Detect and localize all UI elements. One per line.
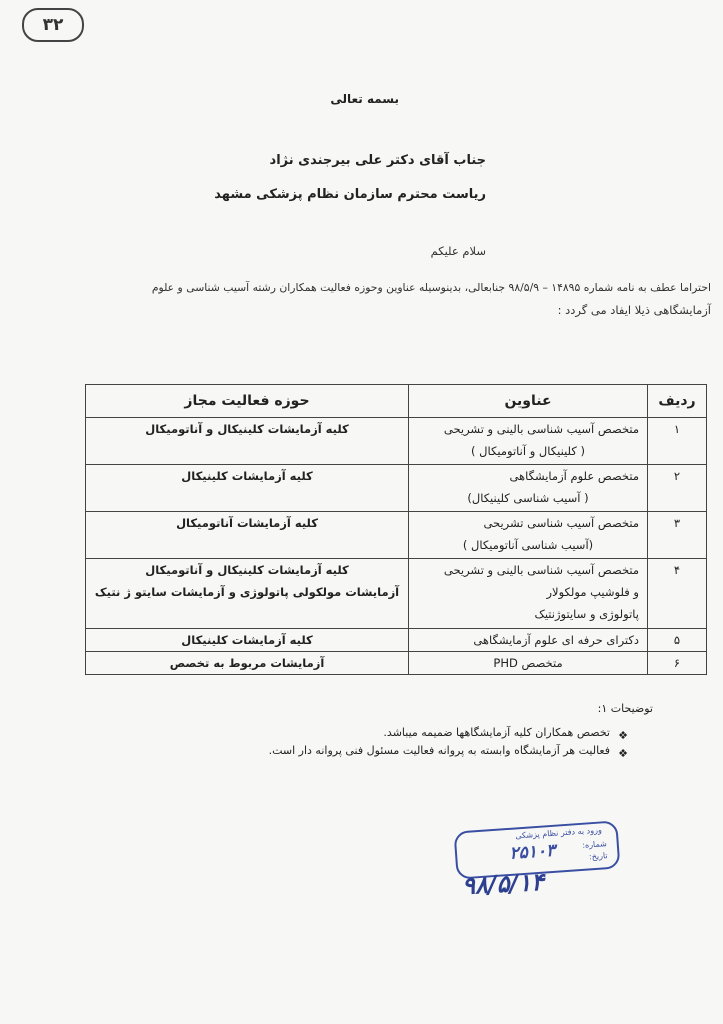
activity-table (85, 384, 707, 675)
recipient-title: ریاست محترم سازمان نظام پزشکی مشهد (214, 187, 486, 202)
activity-line: کلیه آزمایشات کلینیکال و آناتومیکال (145, 563, 349, 577)
diamond-bullet-icon: ❖ (618, 729, 628, 742)
row-title (409, 512, 648, 559)
row-title (409, 418, 648, 465)
notes-heading: توضیحات ۱: (597, 702, 653, 715)
header-activity: حوزه فعالیت مجاز (86, 385, 409, 418)
stamp-number-label: شماره: (581, 839, 608, 850)
stamp-title: ورود به دفتر نظام پزشکی (514, 825, 603, 841)
title-line: و فلوشیپ مولکولار (546, 585, 639, 599)
activity-line: آزمایشات مولکولی پاتولوژی و آزمایشات سایتو ژ نتیک (94, 585, 400, 599)
activity-line: کلیه آزمایشات کلینیکال (181, 633, 313, 647)
stamp-date: ۹۸/۵/۱۴ (461, 867, 545, 901)
row-activity (86, 559, 409, 629)
page-number: ۳۲ (22, 8, 84, 42)
table-row (86, 629, 707, 652)
table-row (86, 652, 707, 675)
table-row (86, 465, 707, 512)
activity-line: کلیه آزمایشات کلینیکال و آناتومیکال (145, 422, 349, 436)
table-row (86, 418, 707, 465)
header-title: عناوین (409, 385, 648, 418)
row-activity (86, 629, 409, 652)
row-title (409, 629, 648, 652)
title-line: متخصص آسیب شناسی بالینی و تشریحی (443, 563, 639, 577)
notes-list (128, 724, 628, 760)
title-line: متخصص علوم آزمایشگاهی (509, 469, 639, 483)
row-activity (86, 418, 409, 465)
row-activity (86, 465, 409, 512)
header-row-number: ردیف (648, 385, 707, 418)
title-line: متخصص آسیب شناسی تشریحی (483, 516, 639, 530)
letter-body-line1: احتراما عطف به نامه شماره ۱۴۸۹۵ – ۹۸/۵/۹ جنابعالی، بدینوسیله عناوین وحوزه فعالیت همکاران رشته آسیب شناسی و علوم (151, 281, 711, 294)
activity-line: آزمایشات مربوط به تخصص (169, 656, 325, 670)
row-title (409, 559, 648, 629)
table-row (86, 559, 707, 629)
table-row (86, 512, 707, 559)
letter-body-line2: آزمایشگاهی ذیلا ایفاد می گردد : (557, 303, 711, 317)
note-text: فعالیت هر آزمایشگاه وابسته به پروانه فعالیت مسئول فنی پروانه دار است. (268, 744, 610, 757)
row-number: ۲ (648, 465, 707, 512)
title-line: ( کلینیکال و آناتومیکال ) (471, 444, 585, 458)
greeting: سلام علیکم (430, 244, 486, 258)
stamp-number: ۲۵۱۰۳ (508, 840, 556, 864)
note-item (128, 724, 628, 742)
row-activity (86, 652, 409, 675)
note-item (128, 742, 628, 760)
row-number: ۴ (648, 559, 707, 629)
note-text: تخصص همکاران کلیه آزمایشگاهها ضمیمه میباشد. (383, 726, 610, 739)
row-number: ۱ (648, 418, 707, 465)
row-number: ۶ (648, 652, 707, 675)
row-number: ۵ (648, 629, 707, 652)
row-number: ۳ (648, 512, 707, 559)
activity-line: کلیه آزمایشات کلینیکال (181, 469, 313, 483)
activity-line: کلیه آزمایشات آناتومیکال (176, 516, 318, 530)
title-line: متخصص آسیب شناسی بالینی و تشریحی (443, 422, 639, 436)
row-title (409, 465, 648, 512)
title-line: (آسیب شناسی آناتومیکال ) (462, 538, 594, 552)
title-line: دکترای حرفه ای علوم آزمایشگاهی (473, 633, 639, 647)
table-header-row (86, 385, 707, 418)
title-line: پاتولوژی و سایتوژنتیک (534, 607, 639, 621)
row-title (409, 652, 648, 675)
recipient-name: جناب آقای دکتر علی بیرجندی نژاد (269, 153, 486, 168)
title-line: متخصص PHD (493, 656, 563, 670)
diamond-bullet-icon: ❖ (618, 747, 628, 760)
stamp-date-label: تاریخ: (588, 851, 608, 862)
title-line: ( آسیب شناسی کلینیکال) (467, 491, 589, 505)
invocation: بسمه تعالی (330, 92, 399, 106)
row-activity (86, 512, 409, 559)
